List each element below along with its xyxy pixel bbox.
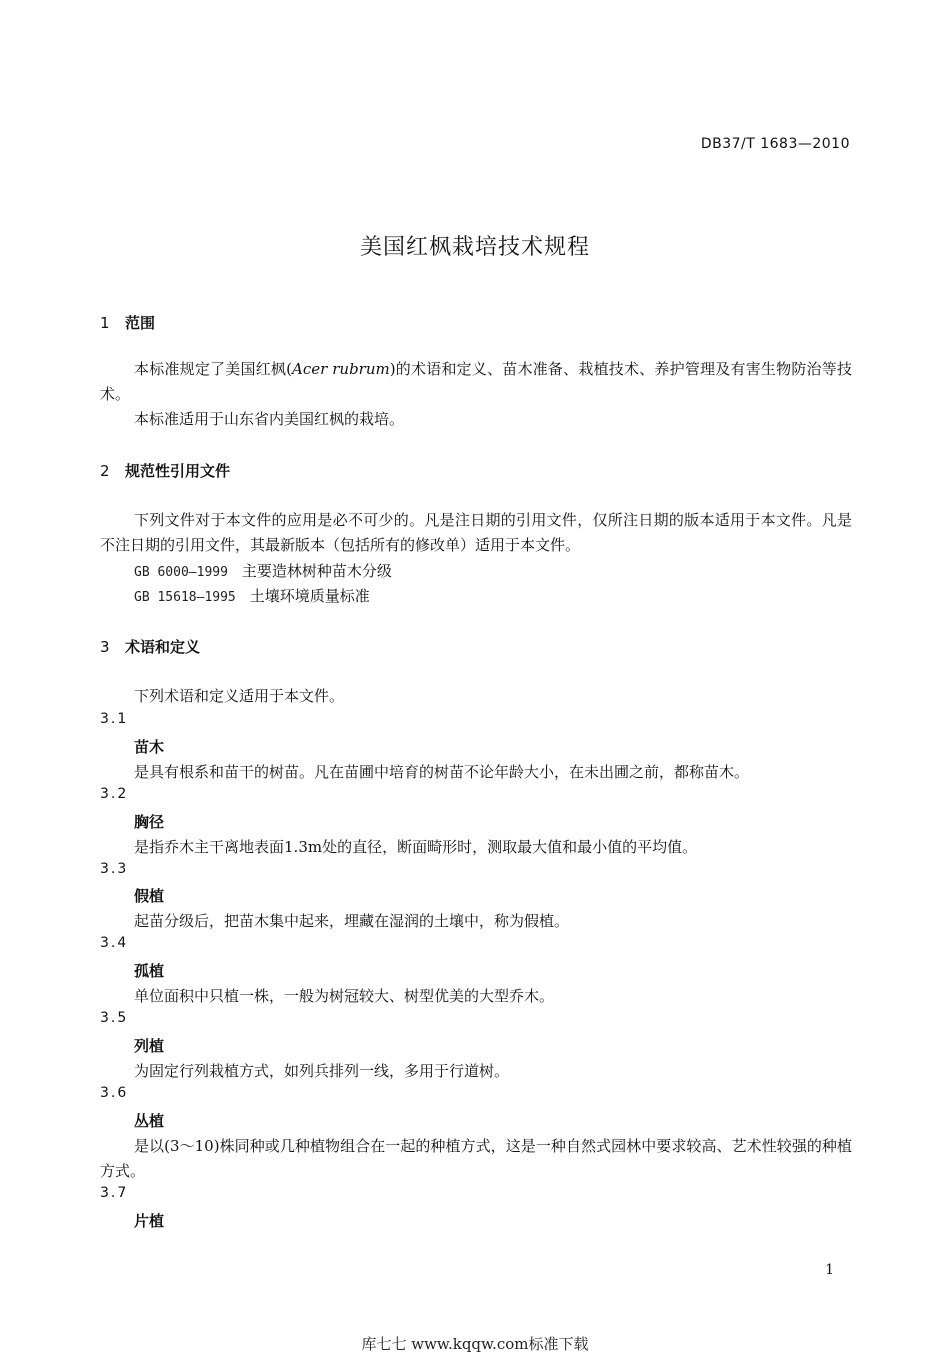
scope-paragraph-2: 本标准适用于山东省内美国红枫的栽培。 <box>134 410 405 428</box>
term-name: 胸径 <box>134 813 165 831</box>
term-number: 3.1 <box>100 711 129 727</box>
term-definition: 单位面积中只植一株，一般为树冠较大、树型优美的大型乔木。 <box>134 987 555 1005</box>
term-number: 3.6 <box>100 1085 129 1101</box>
section-number: 2 <box>100 462 110 480</box>
document-title: 美国红枫栽培技术规程 <box>359 235 590 260</box>
term-number: 3.7 <box>100 1185 129 1201</box>
section-1-heading <box>100 312 155 333</box>
section-number: 3 <box>100 638 110 656</box>
reference-title: 主要造林树种苗木分级 <box>241 562 392 580</box>
scope-text-b: )的术语和定义、苗木准备、栽植技术、养护管理及有害生物防治等技术。 <box>100 360 852 403</box>
term-name: 苗木 <box>134 738 165 756</box>
reference-code: GB 6000—1999 <box>134 565 228 580</box>
normative-intro: 下列文件对于本文件的应用是必不可少的。凡是注日期的引用文件，仅所注日期的版本适用于本文件。凡是不注日期的引用文件，其最新版本（包括所有的修改单）适用于本文件。 <box>100 511 852 554</box>
term-definition: 是以(3～10)株同种或几种植物组合在一起的种植方式，这是一种自然式园林中要求较高、艺术性较强的种植方式。 <box>100 1137 852 1180</box>
scope-paragraph-1 <box>100 357 852 407</box>
term-name: 片植 <box>134 1212 165 1230</box>
term-number: 3.2 <box>100 786 129 802</box>
term-name: 孤植 <box>134 962 165 980</box>
section-2-heading <box>100 460 230 481</box>
reference-code: GB 15618—1995 <box>134 590 236 605</box>
terms-intro: 下列术语和定义适用于本文件。 <box>134 687 345 705</box>
section-3-heading <box>100 636 200 657</box>
document-code: DB37/T 1683—2010 <box>700 136 850 152</box>
scope-text-a: 本标准规定了美国红枫( <box>134 360 292 378</box>
scope-latin-name: Acer rubrum <box>291 360 390 378</box>
term-definition: 起苗分级后，把苗木集中起来，埋藏在湿润的土壤中，称为假植。 <box>134 912 570 930</box>
footer-watermark: 库七七 www.kqqw.com标准下载 <box>361 1335 589 1353</box>
term-number: 3.3 <box>100 861 129 877</box>
term-number: 3.4 <box>100 935 129 951</box>
section-title: 术语和定义 <box>125 638 201 656</box>
section-title: 规范性引用文件 <box>125 462 231 480</box>
term-definition: 为固定行列栽植方式，如列兵排列一线，多用于行道树。 <box>134 1062 510 1080</box>
reference-item <box>134 585 370 606</box>
term-number: 3.5 <box>100 1010 129 1026</box>
term-name: 丛植 <box>134 1112 165 1130</box>
section-number: 1 <box>100 314 110 332</box>
term-name: 列植 <box>134 1037 165 1055</box>
term-name: 假植 <box>134 887 165 905</box>
term-definition: 是具有根系和苗干的树苗。凡在苗圃中培育的树苗不论年龄大小，在未出圃之前，都称苗木。 <box>134 763 750 781</box>
reference-title: 土壤环境质量标准 <box>249 587 370 605</box>
term-definition: 是指乔木主干离地表面1.3m处的直径，断面畸形时，测取最大值和最小值的平均值。 <box>134 838 698 856</box>
section-title: 范围 <box>125 314 156 332</box>
reference-item <box>134 560 392 581</box>
page-number: 1 <box>825 1262 834 1278</box>
